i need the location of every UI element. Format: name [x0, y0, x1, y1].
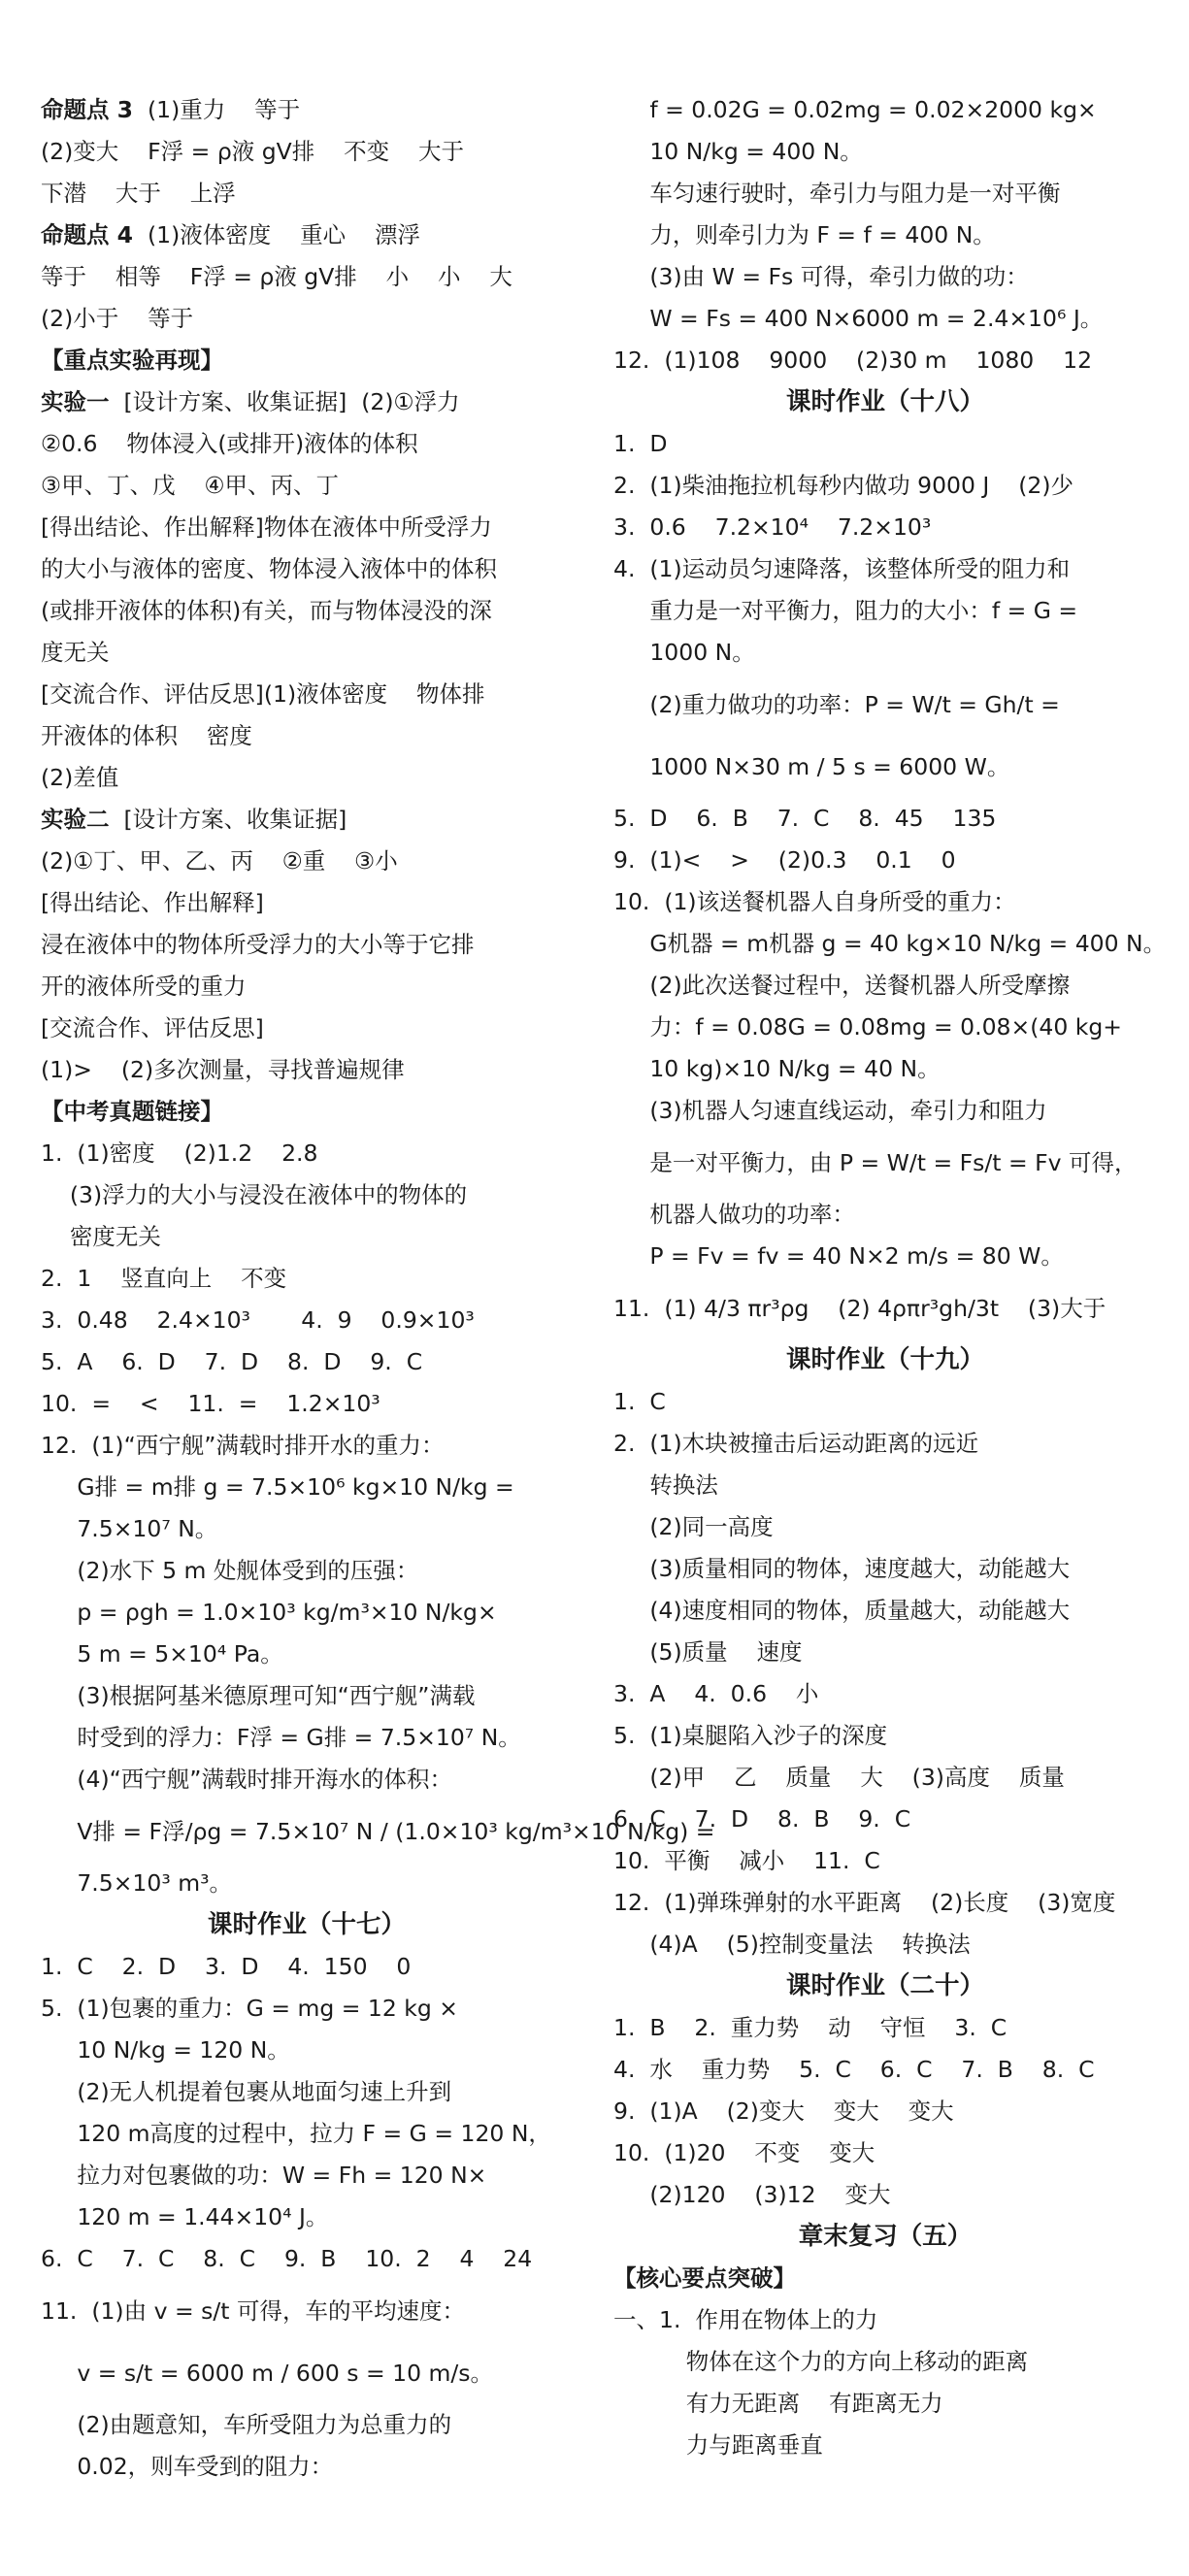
line-text: (2)小于 等于 [41, 305, 194, 332]
section-heading: 【核心要点突破】 [613, 2264, 796, 2292]
line-text: 11. (1) 4/3 πr³ρg (2) 4ρπr³gh/3t (3)大于 [613, 1295, 1106, 1322]
answer-line [41, 882, 573, 924]
point-label: 命题点 3 [41, 96, 134, 123]
line-text: 拉力对包裹做的功：W = Fh = 120 N× [41, 2162, 487, 2189]
line-text: 浸在液体中的物体所受浮力的大小等于它排 [41, 931, 475, 958]
answer-line [613, 548, 1157, 590]
answer-line [41, 298, 573, 340]
line-text: p = ρgh = 1.0×10³ kg/m³×10 N/kg× [41, 1599, 497, 1626]
line-text: (或排开液体的体积)有关，而与物体浸没的深 [41, 597, 492, 624]
line-text: v = s/t = 6000 m / 600 s = 10 m/s。 [41, 2360, 494, 2387]
line-text: ②0.6 物体浸入(或排开)液体的体积 [41, 430, 418, 457]
answer-line [41, 590, 573, 632]
line-text: [得出结论、作出解释] [41, 889, 264, 916]
answer-line [41, 1800, 715, 1863]
answer-line [41, 674, 573, 715]
line-text: (2)水下 5 m 处舰体受到的压强： [41, 1557, 419, 1584]
answer-line [41, 1988, 573, 2030]
answer-line [613, 1799, 1157, 1840]
answer-line [613, 1924, 1157, 1965]
lesson-title: 课时作业（十九） [785, 1345, 984, 1374]
answer-line [613, 2132, 1157, 2174]
lesson-title: 章末复习（五） [798, 2222, 973, 2251]
answer-line [613, 2174, 1157, 2216]
answer-line [41, 1467, 573, 1508]
line-text: 下潜 大于 上浮 [41, 180, 236, 207]
line-text: 5. A 6. D 7. D 8. D 9. C [41, 1348, 423, 1375]
answer-line [613, 465, 1157, 507]
line-text: (1)液体密度 重心 漂浮 [133, 221, 421, 248]
answer-line [613, 256, 1157, 298]
line-text: (2)①丁、甲、乙、丙 ②重 ③小 [41, 847, 398, 875]
line-text: 9. (1)A (2)变大 变大 变大 [613, 2097, 954, 2125]
answer-line [613, 1048, 1157, 1090]
answer-line [613, 2299, 1157, 2341]
answer-line [41, 1946, 573, 1988]
answer-line [613, 507, 1157, 548]
line-text: 1. C [613, 1388, 666, 1415]
line-text: 力：f = 0.08G = 0.08mg = 0.08×(40 kg+ [613, 1013, 1122, 1040]
answer-line [613, 1882, 1157, 1924]
line-text: 是一对平衡力，由 P = W/t = Fs/t = Fv 可得， [613, 1149, 1138, 1176]
line-text: 10. (1)20 不变 变大 [613, 2139, 875, 2166]
line-text: 力与距离垂直 [613, 2431, 823, 2459]
line-text: 9. (1)< > (2)0.3 0.1 0 [613, 846, 956, 874]
line-text: 开液体的体积 密度 [41, 722, 252, 749]
line-text: (2)差值 [41, 764, 119, 791]
point-label: 命题点 4 [41, 221, 134, 248]
line-text: 7.5×10⁷ N。 [41, 1515, 218, 1542]
answer-line [613, 1236, 1157, 1277]
answer-line [41, 1258, 573, 1300]
line-text: 1000 N×30 m / 5 s = 6000 W。 [613, 753, 1010, 780]
section-heading: 【中考真题链接】 [41, 1098, 223, 1125]
line-text: [设计方案、收集证据] (2)①浮力 [109, 388, 460, 415]
line-text: 10 kg)×10 N/kg = 40 N。 [613, 1055, 941, 1082]
line-text: 1000 N。 [613, 639, 755, 666]
line-text: [设计方案、收集证据] [109, 806, 347, 833]
answer-line [613, 881, 1157, 923]
answer-line [613, 674, 1157, 736]
answer-line [613, 840, 1157, 881]
answer-line [41, 1383, 573, 1425]
line-text: 4. 水 重力势 5. C 6. C 7. B 8. C [613, 2056, 1095, 2083]
point-label: 实验一 [41, 388, 110, 415]
answer-line [41, 799, 573, 841]
answer-line [613, 2049, 1157, 2091]
answer-line [613, 1548, 1157, 1590]
line-text: 0.02，则车受到的阻力： [41, 2453, 334, 2480]
answer-line [613, 131, 1157, 173]
lesson-title: 课时作业（二十） [785, 1971, 984, 2000]
answer-line [41, 2342, 573, 2404]
line-text: P = Fv = fv = 40 N×2 m/s = 80 W。 [613, 1242, 1064, 1270]
answer-line [41, 2196, 573, 2238]
line-text: (3)质量相同的物体，速度越大，动能越大 [613, 1555, 1071, 1582]
line-text: 6. C 7. C 8. C 9. B 10. 2 4 24 [41, 2245, 533, 2272]
line-text: (2)甲 乙 质量 大 (3)高度 质量 [613, 1764, 1065, 1791]
line-text: 5. (1)桌腿陷入沙子的深度 [613, 1722, 888, 1749]
lesson-title: 课时作业（十八） [785, 387, 984, 416]
answer-line [41, 1550, 573, 1592]
line-text: (3)根据阿基米德原理可知“西宁舰”满载 [41, 1682, 476, 1709]
line-text: 3. 0.6 7.2×10⁴ 7.2×10³ [613, 513, 932, 541]
answer-line [613, 1673, 1157, 1715]
answer-line [613, 1381, 1157, 1423]
line-text: 1. C 2. D 3. D 4. 150 0 [41, 1953, 412, 1980]
line-text: 4. (1)运动员匀速降落，该整体所受的阻力和 [613, 555, 1071, 582]
line-text: (1)> (2)多次测量，寻找普遍规律 [41, 1056, 405, 1083]
answer-line [41, 173, 573, 215]
line-text: 一、1. 作用在物体上的力 [613, 2306, 878, 2333]
answer-line [41, 2280, 573, 2342]
line-text: 等于 相等 F浮 = ρ液 gV排 小 小 大 [41, 263, 512, 290]
answer-line [613, 215, 1157, 256]
answer-line [41, 2238, 573, 2280]
answer-line [613, 173, 1157, 215]
answer-line [613, 923, 1167, 965]
answer-line [613, 2341, 1157, 2383]
line-text: 开的液体所受的重力 [41, 973, 247, 1000]
line-text: 转换法 [613, 1471, 718, 1499]
answer-line [41, 1675, 573, 1717]
answer-line [613, 423, 1157, 465]
answer-line [41, 2071, 573, 2113]
line-text: 12. (1)弹珠弹射的水平距离 (2)长度 (3)宽度 [613, 1889, 1116, 1916]
line-text: ③甲、丁、戊 ④甲、丙、丁 [41, 472, 340, 499]
answer-line [613, 1757, 1157, 1799]
answer-line [613, 2383, 1157, 2425]
line-text: 7.5×10³ m³。 [41, 1869, 233, 1897]
line-text: (4)“西宁舰”满载时排开海水的体积： [41, 1766, 452, 1793]
answer-line [41, 548, 573, 590]
answer-line [41, 1425, 573, 1467]
answer-line [41, 757, 573, 799]
line-text: 12. (1)“西宁舰”满载时排开水的重力： [41, 1432, 445, 1459]
line-text: (3)机器人匀速直线运动，牵引力和阻力 [613, 1097, 1047, 1124]
line-text: 1. (1)密度 (2)1.2 2.8 [41, 1139, 318, 1167]
answer-line [41, 1216, 573, 1258]
answer-line [613, 632, 1157, 674]
line-text: 重力是一对平衡力，阻力的大小：f = G = [613, 597, 1078, 624]
answer-line [41, 1300, 573, 1341]
answer-line [613, 736, 1157, 798]
answer-line [41, 1341, 573, 1383]
line-text: 6. C 7. D 8. B 9. C [613, 1805, 911, 1833]
answer-line [613, 1465, 1157, 1506]
answer-line [41, 1863, 573, 1904]
line-text: G机器 = m机器 g = 40 kg×10 N/kg = 400 N。 [613, 930, 1167, 957]
line-text: (2)重力做功的功率：P = W/t = Gh/t = [613, 691, 1060, 718]
answer-line [613, 1715, 1157, 1757]
line-text: 3. 0.48 2.4×10³ 4. 9 0.9×10³ [41, 1306, 475, 1334]
line-text: (3)浮力的大小与浸没在液体中的物体的 [41, 1181, 468, 1208]
line-text: 有力无距离 有距离无力 [613, 2390, 943, 2417]
line-text: 机器人做功的功率： [613, 1201, 855, 1228]
answer-line [41, 1007, 573, 1049]
line-text: 密度无关 [41, 1223, 161, 1250]
answer-line [41, 215, 573, 256]
answer-line [41, 1508, 573, 1550]
answer-line [613, 2425, 1157, 2466]
line-text: [交流合作、评估反思](1)液体密度 物体排 [41, 680, 485, 708]
answer-line [613, 1590, 1157, 1632]
answer-line [613, 1090, 1157, 1132]
line-text: (2)变大 F浮 = ρ液 gV排 不变 大于 [41, 138, 464, 165]
answer-line [41, 1634, 573, 1675]
answer-line [41, 131, 573, 173]
line-text: 时受到的浮力：F浮 = G排 = 7.5×10⁷ N。 [41, 1724, 521, 1751]
line-text: 120 m = 1.44×10⁴ J。 [41, 2203, 329, 2230]
section-heading: 【重点实验再现】 [41, 347, 223, 374]
answer-line [41, 1592, 573, 1634]
line-text: 1. D [613, 430, 668, 457]
line-text: 2. 1 竖直向上 不变 [41, 1265, 287, 1292]
answer-line [41, 2030, 573, 2071]
line-text: 1. B 2. 重力势 动 守恒 3. C [613, 2014, 1007, 2041]
answer-line [41, 1049, 573, 1091]
answer-line [41, 1133, 573, 1174]
line-text: (4)A (5)控制变量法 转换法 [613, 1931, 971, 1958]
line-text: G排 = m排 g = 7.5×10⁶ kg×10 N/kg = [41, 1473, 514, 1501]
line-text: (2)此次送餐过程中，送餐机器人所受摩擦 [613, 972, 1071, 999]
answer-line [613, 1194, 1157, 1236]
answer-line [41, 966, 573, 1007]
line-text: 度无关 [41, 639, 110, 666]
answer-line [41, 841, 573, 882]
line-text: 力，则牵引力为 F = f = 400 N。 [613, 221, 996, 248]
line-text: [得出结论、作出解释]物体在液体中所受浮力 [41, 513, 492, 541]
line-text: 3. A 4. 0.6 小 [613, 1680, 819, 1707]
line-text: (4)速度相同的物体，质量越大，动能越大 [613, 1597, 1071, 1624]
line-text: 12. (1)108 9000 (2)30 m 1080 12 [613, 347, 1093, 374]
line-text: 10. 平衡 减小 11. C [613, 1847, 880, 1874]
line-text: (2)120 (3)12 变大 [613, 2181, 891, 2208]
line-text: 2. (1)木块被撞击后运动距离的远近 [613, 1430, 979, 1457]
answer-line [41, 381, 573, 423]
answer-line [613, 1277, 1157, 1339]
answer-line [41, 256, 573, 298]
answer-line [613, 89, 1157, 131]
line-text: V排 = F浮/ρg = 7.5×10⁷ N / (1.0×10³ kg/m³×10 N/kg) = [41, 1818, 715, 1845]
line-text: 120 m高度的过程中，拉力 F = G = 120 N， [41, 2120, 551, 2147]
line-text: 物体在这个力的方向上移动的距离 [613, 2348, 1029, 2375]
answer-line [613, 1506, 1157, 1548]
line-text: 5. (1)包裹的重力：G = mg = 12 kg × [41, 1995, 458, 2022]
answer-line [41, 1174, 573, 1216]
answer-line [613, 298, 1157, 340]
line-text: 5 m = 5×10⁴ Pa。 [41, 1640, 283, 1668]
answer-line [41, 632, 573, 674]
point-label: 实验二 [41, 806, 110, 833]
answer-line [41, 423, 573, 465]
answer-line [613, 2091, 1157, 2132]
line-text: (3)由 W = Fs 可得，牵引力做的功： [613, 263, 1029, 290]
answer-line [41, 1759, 573, 1800]
answer-line [41, 1717, 573, 1759]
right-column [613, 89, 1167, 2466]
line-text: W = Fs = 400 N×6000 m = 2.4×10⁶ J。 [613, 305, 1104, 332]
line-text: f = 0.02G = 0.02mg = 0.02×2000 kg× [613, 96, 1097, 123]
answer-line [613, 1132, 1157, 1194]
answer-line [41, 507, 573, 548]
line-text: 10 N/kg = 120 N。 [41, 2036, 290, 2064]
line-text: 的大小与液体的密度、物体浸入液体中的体积 [41, 555, 497, 582]
answer-line [41, 2113, 573, 2155]
line-text: (2)由题意知，车所受阻力为总重力的 [41, 2411, 452, 2438]
answer-line [613, 1840, 1157, 1882]
answer-line [41, 2155, 573, 2196]
answer-line [613, 1007, 1157, 1048]
line-text: 11. (1)由 v = s/t 可得，车的平均速度： [41, 2297, 465, 2325]
answer-line [613, 1423, 1157, 1465]
lesson-title: 课时作业（十七） [207, 1910, 406, 1939]
line-text: [交流合作、评估反思] [41, 1014, 264, 1041]
answer-line [613, 798, 1157, 840]
answer-line [613, 965, 1157, 1007]
line-text: (1)重力 等于 [133, 96, 301, 123]
answer-line [41, 89, 573, 131]
line-text: 5. D 6. B 7. C 8. 45 135 [613, 805, 997, 832]
answer-line [41, 715, 573, 757]
answer-line [613, 2007, 1157, 2049]
answer-line [613, 1632, 1157, 1673]
line-text: (2)同一高度 [613, 1513, 774, 1540]
answer-line [613, 590, 1157, 632]
answer-line [41, 2404, 573, 2446]
answer-line [41, 2446, 573, 2488]
answer-line [41, 924, 573, 966]
answer-line [41, 465, 573, 507]
line-text: 2. (1)柴油拖拉机每秒内做功 9000 J (2)少 [613, 472, 1073, 499]
line-text: 10 N/kg = 400 N。 [613, 138, 863, 165]
line-text: 车匀速行驶时，牵引力与阻力是一对平衡 [613, 180, 1061, 207]
answer-line [613, 340, 1157, 381]
line-text: 10. (1)该送餐机器人自身所受的重力： [613, 888, 1016, 915]
line-text: (5)质量 速度 [613, 1638, 803, 1666]
line-text: (2)无人机提着包裹从地面匀速上升到 [41, 2078, 452, 2105]
line-text: 10. = < 11. = 1.2×10³ [41, 1390, 380, 1417]
